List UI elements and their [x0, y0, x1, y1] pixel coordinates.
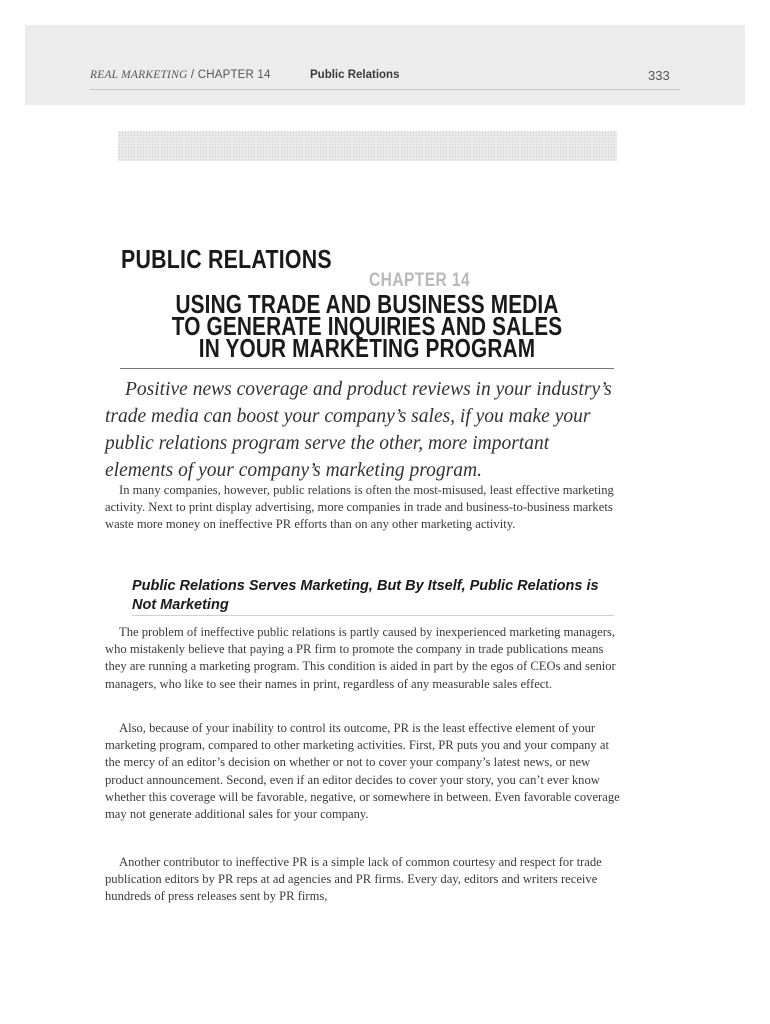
running-head-separator: /	[190, 69, 195, 81]
running-head-book	[90, 69, 271, 81]
running-header-band	[25, 25, 745, 105]
body-paragraph: Another contributor to ineffective PR is a simple lack of common courtesy and respect for trade publication editors by PR reps at ad agencies and PR firms. Every day, editors and writers receive hundreds of press releases sent by PR firms,	[105, 855, 602, 904]
chapter-title	[120, 289, 614, 363]
chapter-title-line: TO GENERATE INQUIRIES AND SALES	[171, 311, 563, 341]
subheading: Public Relations Serves Marketing, But By Itself, Public Relations is Not Marketing	[132, 578, 599, 613]
section-title: PUBLIC RELATIONS	[121, 244, 332, 274]
chapter-label: CHAPTER 14	[369, 270, 471, 291]
running-head-section: Public Relations	[310, 69, 400, 81]
decorative-pattern-band	[118, 131, 617, 161]
intro-paragraph: Positive news coverage and product reviews in your industry’s trade media can boost your company’s sales, if you make your public relations program serve the other, more important elements of your company’s marketing program.	[105, 379, 612, 481]
body-paragraph: The problem of ineffective public relations is partly caused by inexperienced marketing managers, who mistakenly believe that paying a PR firm to promote the company in trade publications means they are running a marketing program. This condition is aided in part by the egos of CEOs and senior managers, who like to see their names in print, regardless of any measurable sales effect.	[105, 625, 616, 691]
subheading-rule	[132, 615, 614, 616]
chapter-title-line: IN YOUR MARKETING PROGRAM	[198, 333, 536, 363]
title-rule	[120, 368, 614, 369]
chapter-title-line: USING TRADE AND BUSINESS MEDIA	[175, 289, 559, 319]
header-rule	[90, 89, 680, 90]
body-paragraph: Also, because of your inability to control its outcome, PR is the least effective element of your marketing program, compared to other marketing activities. First, PR puts you and your company at the mercy of an editor’s decision on whether or not to cover your company’s latest news, or new product announcement. Second, even if an editor decides to cover your story, you can’t ever know whether this coverage will be favorable, negative, or somewhere in between. Even favorable coverage may not generate additional sales for your company.	[105, 721, 620, 822]
running-head-chapter: CHAPTER 14	[197, 69, 271, 81]
page-number: 333	[648, 68, 670, 83]
book-title: REAL MARKETING	[90, 69, 188, 81]
body-paragraph: In many companies, however, public relations is often the most-misused, least effective marketing activity. Next to print display advertising, more companies in trade and business-to-business markets waste more money on ineffective PR efforts than on any other marketing activity.	[105, 483, 614, 532]
